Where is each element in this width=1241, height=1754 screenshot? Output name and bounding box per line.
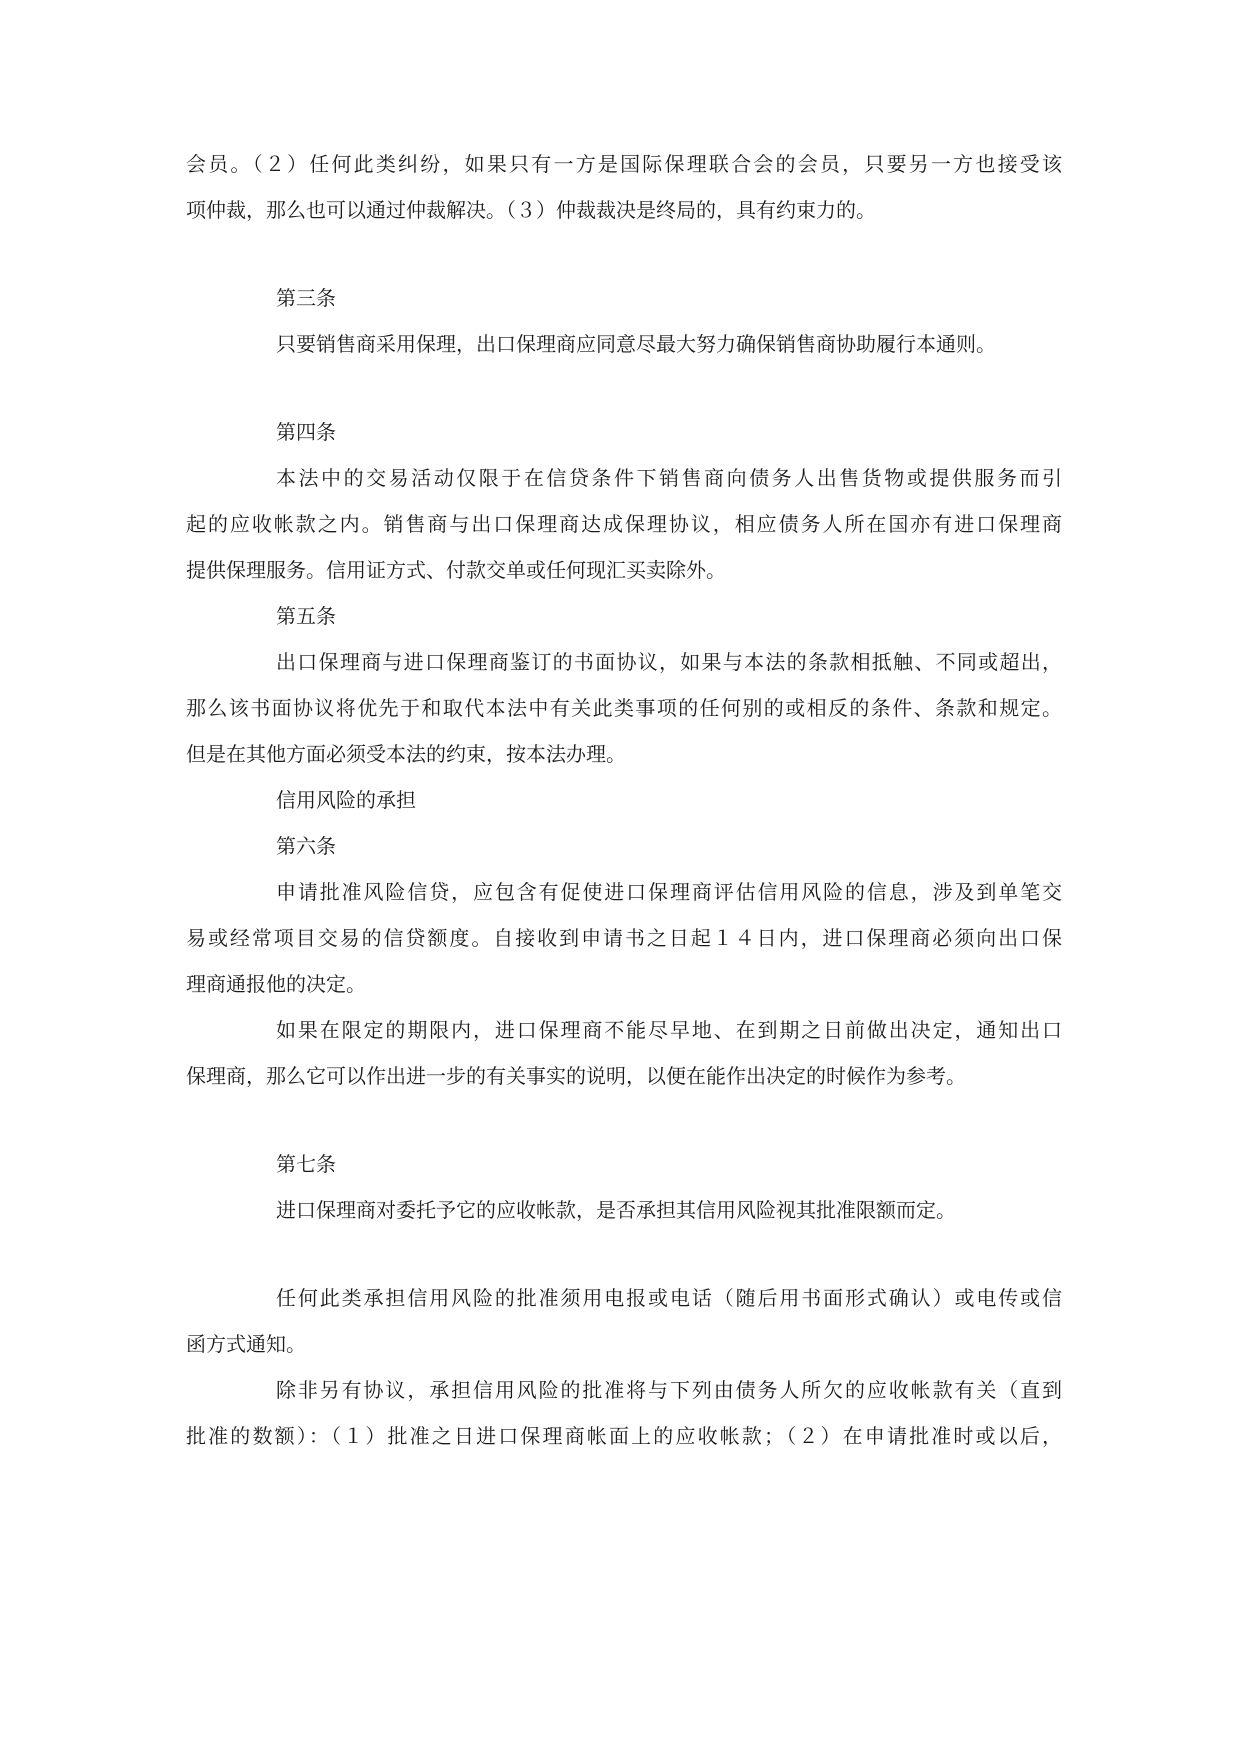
article-heading: 第五条 bbox=[276, 604, 336, 628]
text-line: 那么该书面协议将优先于和取代本法中有关此类事项的任何别的或相反的条件、条款和规定。 bbox=[186, 696, 1062, 720]
article-heading: 第七条 bbox=[276, 1152, 336, 1176]
text-line: 保理商，那么它可以作出进一步的有关事实的说明，以便在能作出决定的时候作为参考。 bbox=[186, 1064, 966, 1088]
text-line: 任何此类承担信用风险的批准须用电报或电话（随后用书面形式确认）或电传或信 bbox=[276, 1286, 1062, 1310]
text-line: 易或经常项目交易的信贷额度。自接收到申请书之日起１４日内，进口保理商必须向出口保 bbox=[186, 926, 1062, 950]
article-heading: 第四条 bbox=[276, 420, 336, 444]
section-heading: 信用风险的承担 bbox=[276, 788, 416, 812]
text-line: 申请批准风险信贷，应包含有促使进口保理商评估信用风险的信息，涉及到单笔交 bbox=[276, 880, 1062, 904]
text-line: 批准的数额）：（１）批准之日进口保理商帐面上的应收帐款；（２）在申请批准时或以后， bbox=[186, 1424, 1062, 1448]
text-line: 但是在其他方面必须受本法的约束，按本法办理。 bbox=[186, 742, 626, 766]
text-line: 函方式通知。 bbox=[186, 1332, 306, 1356]
text-line: 本法中的交易活动仅限于在信贷条件下销售商向债务人出售货物或提供服务而引 bbox=[276, 466, 1062, 490]
text-line: 如果在限定的期限内，进口保理商不能尽早地、在到期之日前做出决定，通知出口 bbox=[276, 1018, 1062, 1042]
text-line: 只要销售商采用保理，出口保理商应同意尽最大努力确保销售商协助履行本通则。 bbox=[276, 332, 996, 356]
text-line: 除非另有协议，承担信用风险的批准将与下列由债务人所欠的应收帐款有关（直到 bbox=[276, 1378, 1062, 1402]
article-heading: 第三条 bbox=[276, 286, 336, 310]
text-line: 项仲裁，那么也可以通过仲裁解决。（３）仲裁裁决是终局的，具有约束力的。 bbox=[186, 198, 876, 222]
text-line: 提供保理服务。信用证方式、付款交单或任何现汇买卖除外。 bbox=[186, 558, 726, 582]
text-line: 会员。（２）任何此类纠纷，如果只有一方是国际保理联合会的会员，只要另一方也接受该 bbox=[186, 152, 1062, 176]
text-line: 进口保理商对委托予它的应收帐款，是否承担其信用风险视其批准限额而定。 bbox=[276, 1198, 956, 1222]
text-line: 出口保理商与进口保理商鉴订的书面协议，如果与本法的条款相抵触、不同或超出， bbox=[276, 650, 1062, 674]
text-line: 起的应收帐款之内。销售商与出口保理商达成保理协议，相应债务人所在国亦有进口保理商 bbox=[186, 512, 1062, 536]
text-line: 理商通报他的决定。 bbox=[186, 972, 366, 996]
article-heading: 第六条 bbox=[276, 834, 336, 858]
